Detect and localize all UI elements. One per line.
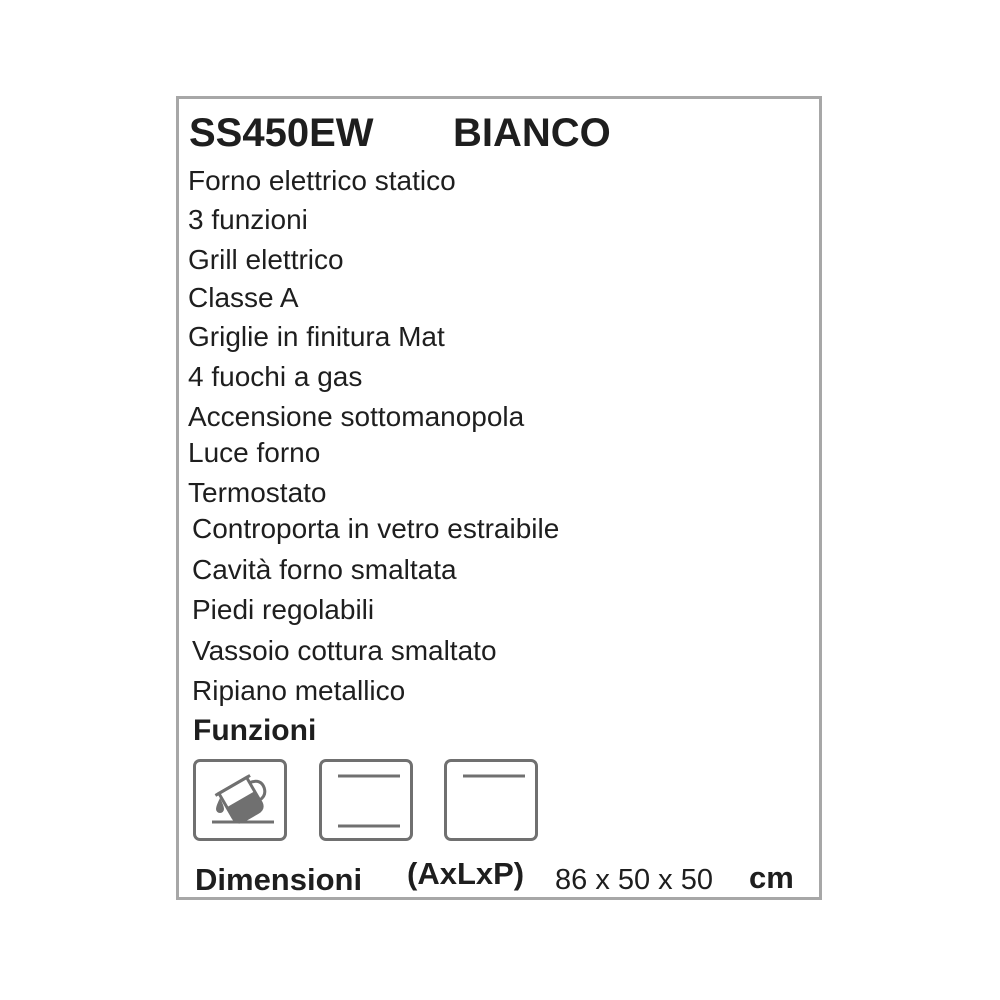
dimensions-axes: (AxLxP) bbox=[407, 856, 525, 891]
feature-line: Grill elettrico bbox=[188, 244, 344, 275]
feature-line: Piedi regolabili bbox=[192, 594, 375, 625]
product-title bbox=[189, 107, 611, 159]
top-heat-icon bbox=[444, 759, 538, 841]
feature-line: Termostato bbox=[188, 477, 327, 508]
dimensions-unit: cm bbox=[749, 860, 794, 895]
feature-line: Vassoio cottura smaltato bbox=[192, 635, 497, 666]
feature-line: Griglie in finitura Mat bbox=[188, 321, 445, 352]
feature-line: Cavità forno smaltata bbox=[192, 554, 457, 585]
dimensions-label: Dimensioni bbox=[195, 862, 363, 897]
feature-line: Luce forno bbox=[188, 437, 321, 468]
dimensions-row bbox=[195, 856, 815, 899]
feature-line: 4 fuochi a gas bbox=[188, 361, 363, 392]
feature-line: Classe A bbox=[188, 282, 299, 313]
feature-line: Accensione sottomanopola bbox=[188, 401, 525, 432]
feature-line: 3 funzioni bbox=[188, 204, 308, 235]
product-spec-card bbox=[176, 96, 822, 900]
feature-line: Ripiano metallico bbox=[192, 675, 406, 706]
top-bottom-heat-icon bbox=[319, 759, 413, 841]
feature-line: Controporta in vetro estraibile bbox=[192, 513, 560, 544]
dimensions-values: 86 x 50 x 50 bbox=[555, 864, 713, 896]
feature-line: Forno elettrico statico bbox=[188, 165, 456, 196]
functions-heading: Funzioni bbox=[193, 714, 317, 747]
model-code: SS450EW bbox=[189, 111, 374, 155]
product-color: BIANCO bbox=[453, 111, 611, 155]
defrost-icon bbox=[193, 759, 287, 841]
